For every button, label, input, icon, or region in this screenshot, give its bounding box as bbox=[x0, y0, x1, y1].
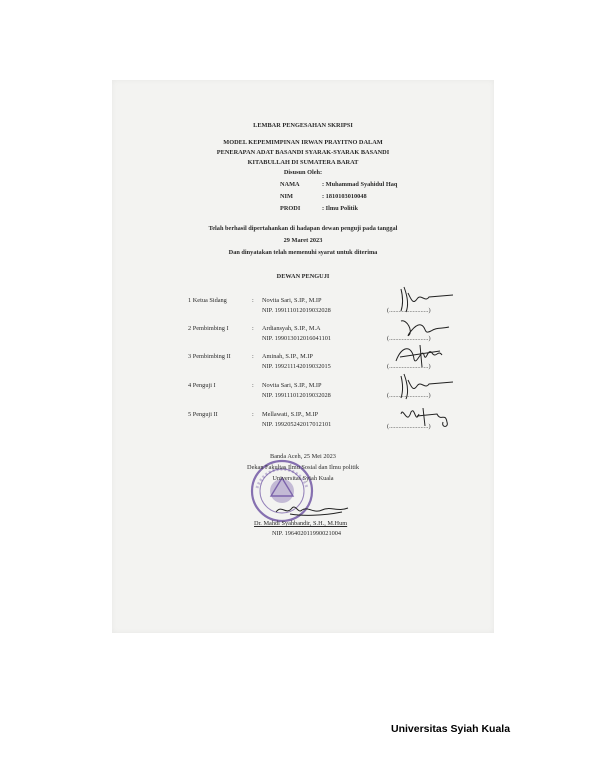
examiner-3-colon: : bbox=[252, 353, 254, 360]
examiner-1-nip: NIP. 199111012019032028 bbox=[262, 307, 331, 314]
examiner-4-signature bbox=[395, 370, 455, 402]
examiner-3-role: 3 Pembimbing II bbox=[188, 353, 231, 360]
examiner-1-name: Novita Sari, S.IP., M.IP bbox=[262, 297, 322, 304]
scanned-document-page bbox=[112, 80, 494, 633]
examiner-4-name: Novita Sari, S.IP., M.IP bbox=[262, 382, 322, 389]
examiner-3-signature bbox=[392, 341, 452, 371]
accepted-statement: Dan dinyatakan telah memenuhi syarat untuk diterima bbox=[228, 249, 378, 256]
examiner-5-signature bbox=[397, 402, 457, 432]
disusun-oleh: Disusun Oleh: bbox=[283, 169, 323, 176]
thesis-title-line-1: MODEL KEPEMIMPINAN IRWAN PRAYITNO DALAM bbox=[223, 139, 383, 146]
examiner-2-sign-line: (.........................) bbox=[387, 335, 431, 342]
examiner-4-role: 4 Penguji I bbox=[188, 382, 216, 389]
examiner-5-name: Mellawati, S.IP., M.IP bbox=[262, 411, 319, 418]
examiner-1-sign-line: (.........................) bbox=[387, 307, 431, 314]
author-value-nama: : Muhammad Syahidul Haq bbox=[322, 181, 398, 188]
examiner-4-nip: NIP. 199111012019032028 bbox=[262, 392, 331, 399]
author-value-nim: : 1810103010048 bbox=[322, 193, 367, 200]
examiner-1-role: 1 Ketua Sidang bbox=[188, 297, 227, 304]
defense-date: 29 Maret 2023 bbox=[283, 237, 323, 244]
defense-statement: Telah berhasil dipertahankan di hadapan dewan penguji pada tanggal bbox=[208, 225, 398, 232]
examiner-3-name: Aminah, S.IP., M.IP bbox=[262, 353, 313, 360]
dean-name: Dr. Mahdi Syahbandir, S.H., M.Hum bbox=[254, 520, 348, 527]
author-label-nama: NAMA bbox=[280, 181, 300, 188]
university-line: Universitas Syiah Kuala bbox=[272, 475, 334, 482]
examiner-2-name: Ardiansyah, S.IP., M.A bbox=[262, 325, 321, 332]
examiner-1-signature bbox=[395, 283, 455, 315]
examiner-5-colon: : bbox=[252, 411, 254, 418]
examiner-1-colon: : bbox=[252, 297, 254, 304]
examiner-5-nip: NIP. 199205242017012101 bbox=[262, 421, 332, 428]
examiner-4-sign-line: (.........................) bbox=[387, 392, 431, 399]
author-value-prodi: : Ilmu Politik bbox=[322, 205, 359, 212]
author-label-nim: NIM bbox=[280, 193, 293, 200]
footer-university-name: Universitas Syiah Kuala bbox=[391, 723, 511, 735]
examiner-5-role: 5 Penguji II bbox=[188, 411, 218, 418]
dean-signature bbox=[272, 500, 352, 520]
examiner-2-nip: NIP. 199013012016041101 bbox=[262, 335, 332, 342]
examiner-3-sign-line: (.........................) bbox=[387, 363, 431, 370]
thesis-title-line-3: KITABULLAH DI SUMATERA BARAT bbox=[247, 159, 359, 166]
document-title: LEMBAR PENGESAHAN SKRIPSI bbox=[253, 122, 353, 129]
dean-title: Dekan Fakultas Ilmu Sosial dan Ilmu politik bbox=[247, 464, 359, 471]
thesis-title-line-2: PENERAPAN ADAT BASANDI SYARAK-SYARAK BASANDI bbox=[216, 149, 390, 156]
dean-nip: NIP. 196402011990021004 bbox=[272, 530, 342, 537]
examiner-4-colon: : bbox=[252, 382, 254, 389]
author-label-prodi: PRODI bbox=[280, 205, 301, 212]
board-heading: DEWAN PENGUJI bbox=[276, 273, 330, 280]
place-date: Banda Aceh, 25 Mei 2023 bbox=[270, 453, 336, 460]
examiner-3-nip: NIP. 199211142019032015 bbox=[262, 363, 331, 370]
examiner-2-colon: : bbox=[252, 325, 254, 332]
examiner-2-signature bbox=[397, 313, 457, 341]
examiner-2-role: 2 Pembimbing I bbox=[188, 325, 229, 332]
examiner-5-sign-line: (.........................) bbox=[387, 423, 431, 430]
